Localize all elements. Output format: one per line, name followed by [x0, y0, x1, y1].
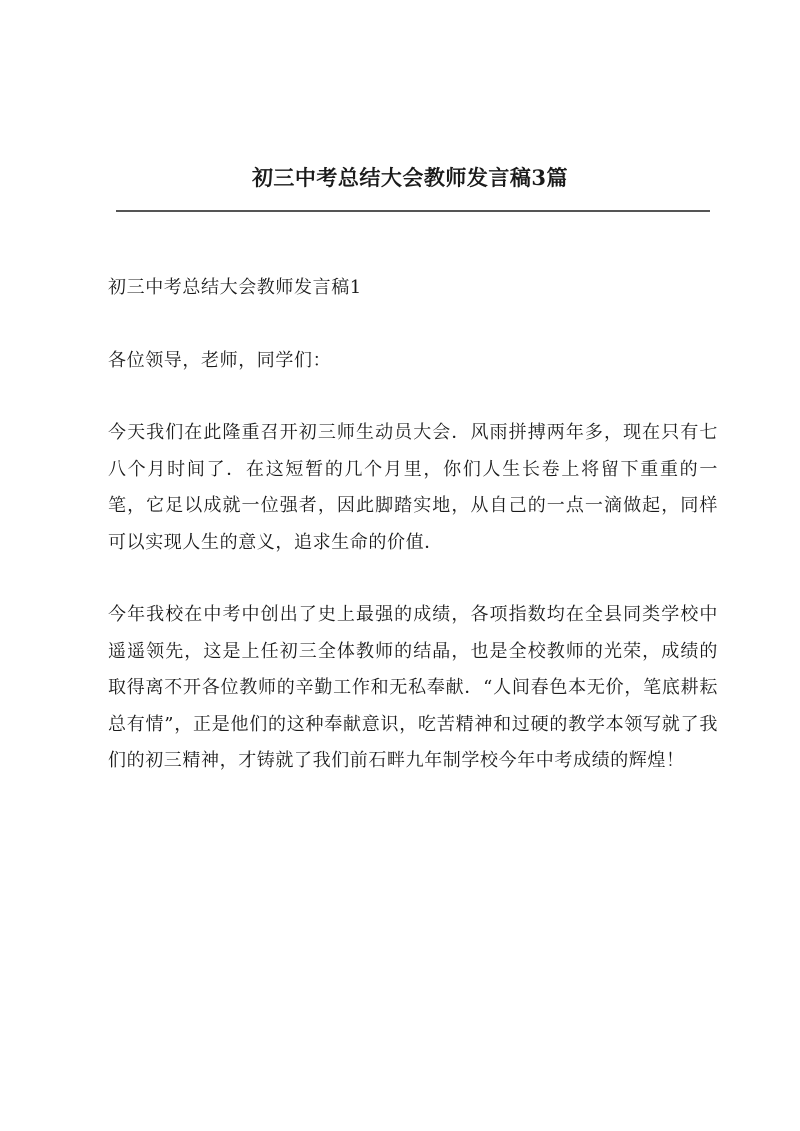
section-heading: 初三中考总结大会教师发言稿1 — [108, 277, 362, 298]
document-title: 初三中考总结大会教师发言稿3篇 — [251, 165, 569, 190]
paragraph-2: 今年我校在中考中创出了史上最强的成绩，各项指数均在全县同类学校中遥遥领先，这是上任初三全体教师的结晶，也是全校教师的光荣，成绩的取得离不开各位教师的辛勤工作和无私奉献．“人间春色本无价，笔底耕耘总有情”，正是他们的这种奉献意识，吃苦精神和过硬的教学本领写就了我们的初三精神，才铸就了我们前石畔九年制学校今年中考成绩的辉煌！ — [108, 604, 718, 771]
title-divider — [116, 210, 710, 212]
paragraph-1: 今天我们在此隆重召开初三师生动员大会．风雨拼搏两年多，现在只有七八个月时间了．在这短暂的几个月里，你们人生长卷上将留下重重的一笔，它足以成就一位强者，因此脚踏实地，从自己的一点一滴做起，同样可以实现人生的意义，追求生命的价值． — [108, 422, 718, 553]
document-body — [108, 270, 718, 780]
greeting-line: 各位领导，老师，同学们： — [108, 349, 332, 371]
